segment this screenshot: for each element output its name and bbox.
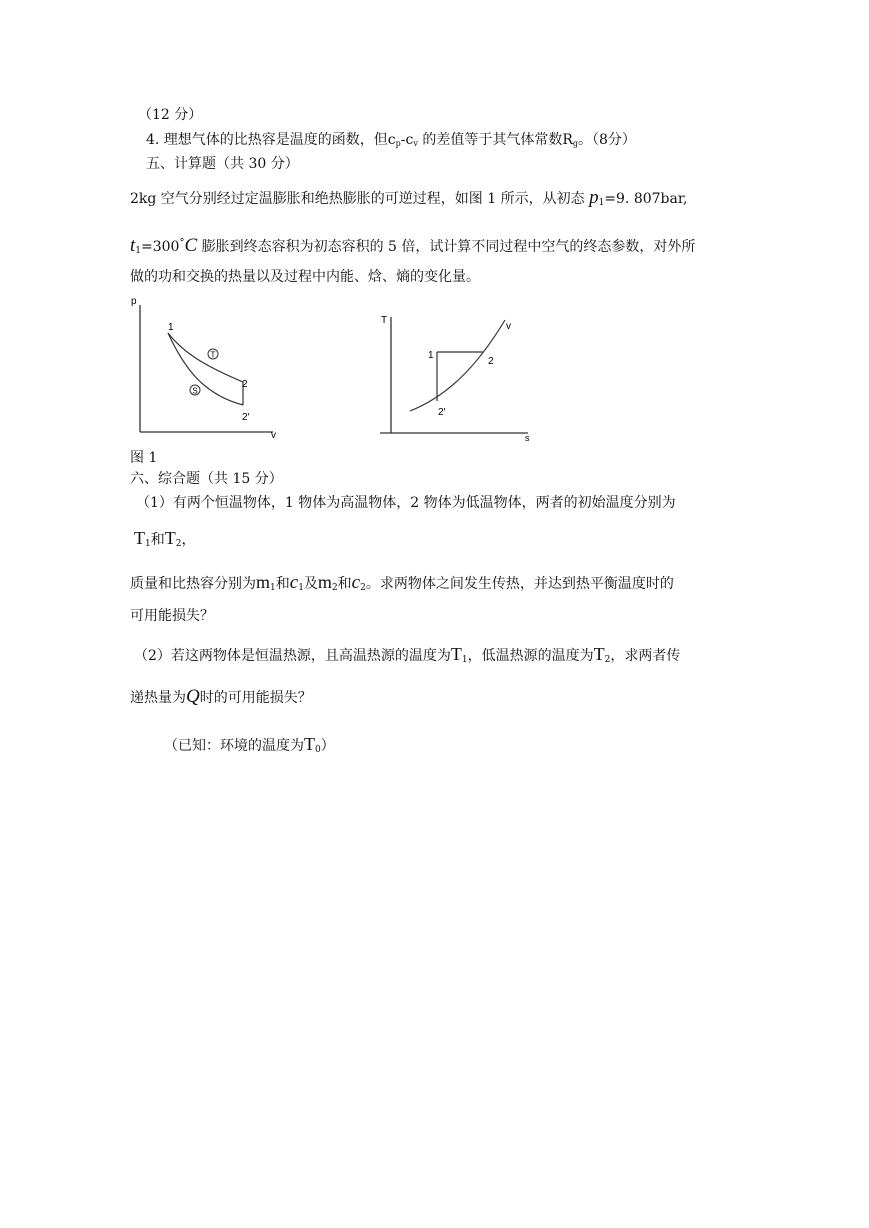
q4-text-mid: -c — [400, 132, 414, 148]
figure-caption: 图 1 — [130, 450, 158, 466]
symbol-Q: Q — [186, 686, 200, 707]
ts-diagram — [370, 305, 535, 445]
and-text-2: 和 — [275, 576, 290, 592]
calc-problem-line-3: 做的功和交换的热量以及过程中内能、焓、熵的变化量。 — [130, 269, 480, 285]
comp-q2-line-2 — [130, 687, 312, 706]
q2-text-post: ，求两者传 — [610, 648, 681, 664]
comp-q1-line-2 — [134, 529, 195, 549]
q4-text-post: 。（8分） — [578, 132, 636, 148]
q2-loss-text: 时的可用能损失？ — [199, 690, 312, 706]
ts-point-1: 1 — [428, 350, 434, 361]
calc-text-1: 2kg 空气分别经过定温膨胀和绝热膨胀的可逆过程，如图 1 所示，从初态 — [130, 191, 590, 207]
symbol-c1: c — [289, 572, 299, 593]
q4-text: 4. 理想气体的比热容是温度的函数，但c — [146, 132, 396, 148]
calc-problem-line-2 — [130, 236, 695, 256]
symbol-c1-sub: 1 — [298, 583, 304, 593]
calc-text-1-post: =9. 807bar, — [604, 191, 688, 207]
comp-q2-line-1 — [134, 645, 680, 665]
q4-sub-v: v — [413, 139, 418, 148]
symbol-T2-sub: 2 — [175, 539, 182, 549]
calc-problem-line-1 — [130, 188, 687, 208]
symbol-T0-sub: 0 — [315, 745, 321, 755]
calc-text-2: 膨胀到终态容积为初态容积的 5 倍，试计算不同过程中空气的终态参数，对外所 — [197, 239, 696, 255]
symbol-T1-sub: 1 — [145, 539, 151, 549]
mass-heat-text: 质量和比热容分别为 — [130, 576, 256, 592]
ts-point-2: 2 — [488, 356, 494, 367]
symbol-m1: m — [256, 572, 271, 592]
and-text-1: 和 — [150, 532, 165, 548]
pv-y-label: p — [131, 296, 137, 307]
ts-y-label: T — [381, 315, 388, 326]
symbol-T1: T — [134, 528, 145, 548]
and-text-3: 和 — [337, 576, 352, 592]
symbol-m2: m — [317, 572, 332, 592]
q2-heat-text: 递热量为 — [130, 690, 186, 706]
symbol-m1-sub: 1 — [270, 583, 276, 593]
symbol-T0: T — [304, 734, 315, 754]
q4-sub-p: p — [395, 139, 401, 148]
pv-point-1: 1 — [168, 322, 174, 333]
symbol-t-sub: 1 — [135, 246, 142, 256]
symbol-q2-T2-sub: 2 — [604, 655, 611, 665]
q2-text: （2）若这两物体是恒温热源，且高温热源的温度为 — [134, 648, 451, 664]
symbol-p-sub: 1 — [598, 198, 605, 208]
heat-balance-text: 。求两物体之间发生传热，并达到热平衡温度时的 — [365, 576, 674, 592]
symbol-p: p — [589, 187, 599, 208]
symbol-q2-T1: T — [450, 644, 462, 664]
score-note: （12 分） — [138, 107, 203, 123]
question-4 — [146, 133, 636, 148]
section-5-heading: 五、计算题（共 30 分） — [146, 156, 299, 172]
symbol-m2-sub: 2 — [331, 583, 338, 593]
q2-text-mid: ，低温热源的温度为 — [467, 648, 594, 664]
pv-x-label: v — [271, 430, 276, 441]
section-6-heading: 六、综合题（共 15 分） — [130, 471, 283, 487]
ts-point-2-prime: 2′ — [438, 407, 446, 418]
degree-sign: ° — [179, 237, 185, 249]
pv-adiabat-mark: S — [192, 386, 198, 396]
comma-text: ， — [181, 532, 196, 548]
comp-q1-line-3 — [130, 573, 674, 593]
symbol-C: C — [184, 235, 198, 256]
pv-isotherm-curve — [168, 333, 243, 382]
comp-q1-line-1: （1）有两个恒温物体，1 物体为高温物体，2 物体为低温物体，两者的初始温度分别为 — [136, 495, 676, 511]
ji-text: 及 — [303, 576, 318, 592]
pv-isotherm-mark: T — [210, 350, 216, 360]
symbol-c2: c — [351, 572, 361, 593]
symbol-q2-T2: T — [593, 644, 605, 664]
given-note — [164, 735, 335, 755]
pv-point-2-prime: 2′ — [242, 412, 250, 423]
symbol-q2-T1-sub: 1 — [461, 655, 468, 665]
pv-point-2: 2 — [242, 379, 248, 390]
q4-text-mid2: 的差值等于其气体常数R — [417, 132, 573, 148]
given-text: （已知：环境的温度为 — [164, 738, 304, 754]
pv-diagram — [125, 290, 285, 445]
symbol-t: t — [130, 235, 136, 256]
symbol-T2: T — [164, 528, 176, 548]
symbol-c2-sub: 2 — [360, 583, 366, 593]
comp-q1-line-4: 可用能损失？ — [130, 608, 214, 624]
calc-temp-value: =300 — [141, 239, 180, 255]
ts-x-label: s — [525, 433, 530, 443]
q4-sub-g: g — [572, 139, 579, 148]
given-text-post: ） — [320, 738, 335, 754]
ts-curve-label: v — [506, 321, 511, 332]
pv-adiabat-curve — [168, 333, 243, 405]
